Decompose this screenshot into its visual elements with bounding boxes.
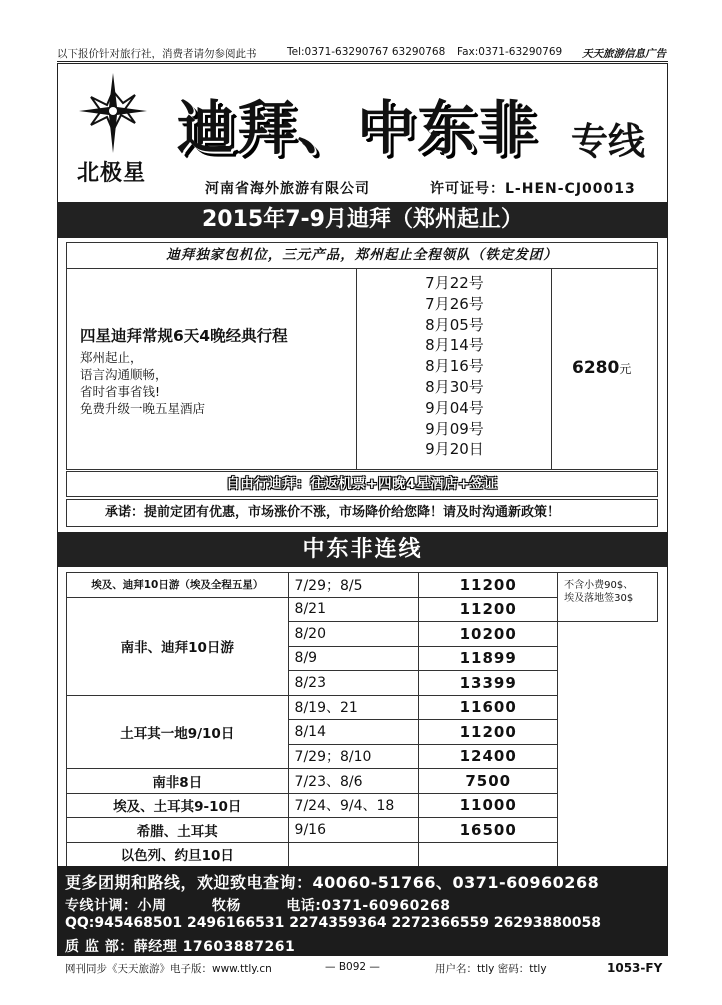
title-suffix: 专线 [571,120,645,163]
route-date: 7/29；8/10 [288,744,419,769]
table-row [67,818,658,843]
route-price: 7500 [419,769,558,794]
route-date: 8/9 [288,646,419,671]
price-unit: 元 [619,362,632,376]
route-price: 13399 [419,671,558,696]
route-name: 土耳其一地9/10日 [67,695,289,769]
route-date: 8/19、21 [288,695,419,720]
table-row [67,695,658,720]
departure-date: 8月16号 [425,357,484,376]
route-price: 11200 [419,597,558,622]
license-number: 许可证号：L-HEN-CJ00013 [430,181,636,197]
route-desc-line: 语言沟通顺畅， [80,367,168,382]
route-date: 7/29；8/5 [288,573,419,598]
supervisor-line: 质 监 部：薛经理 17603887261 [65,939,296,955]
route-price [419,842,558,867]
top-info-bar [57,44,668,62]
departure-date: 7月26号 [425,294,484,313]
route-price: 11200 [419,573,558,598]
free-travel-bar [66,471,658,497]
route-name: 以色列、约旦10日 [67,842,289,867]
login-info: 用户名：ttly 密码：ttly [435,963,547,975]
price-value: 6280 [572,358,620,378]
contact-label: 专线计调：小周 [65,898,167,914]
more-info-line: 更多团期和路线，欢迎致电查询：40060-51766、0371-60960268 [65,873,600,892]
departure-date: 7月22号 [425,274,484,292]
route-price: 11600 [419,695,558,720]
table-row [67,842,658,867]
top-fax: Fax:0371-63290769 [457,46,563,58]
departure-date: 8月30号 [425,377,484,396]
issue-code: 1053-FY [607,961,663,975]
route-desc-line: 免费升级一晚五星酒店 [80,401,206,416]
fee-note [558,573,658,622]
departure-date: 9月09号 [425,419,484,438]
main-title: 迪拜、中东非 [177,94,538,162]
route-name: 南非、迪拜10日游 [67,597,289,695]
polaris-star-icon [79,73,147,153]
route-date: 7/23、8/6 [288,769,419,794]
dubai-price [572,358,631,378]
mideast-price-table [66,572,658,867]
route-title: 四星迪拜常规6天4晚经典行程 [80,327,288,345]
ad-header [57,63,668,203]
note-line: 不含小费90$、 [564,580,634,591]
route-date: 8/21 [288,597,419,622]
dubai-route-table [66,269,658,470]
agency-notice: 以下报价针对旅行社，消费者请勿参阅此书 [57,48,257,60]
top-tel: Tel:0371-63290767 63290768 [287,46,446,58]
mideast-band-title: 中东非连线 [57,532,668,567]
route-price: 11899 [419,646,558,671]
company-name: 河南省海外旅游有限公司 [205,181,370,197]
route-date: 8/20 [288,622,419,647]
departure-date: 9月04号 [425,398,484,417]
route-date: 9/16 [288,818,419,843]
route-name: 南非8日 [67,769,289,794]
contact-phone: 电话:0371-60960268 [286,898,451,914]
sync-info: 网刊同步《天天旅游》电子版：www.ttly.cn [65,963,272,975]
contact-line [65,895,451,915]
route-price: 10200 [419,622,558,647]
route-price: 11000 [419,793,558,818]
contact-footer [57,866,668,956]
route-date: 8/14 [288,720,419,745]
route-desc-line: 郑州起止， [80,350,143,365]
top-brand: 天天旅游信息广告 [582,48,666,60]
route-price: 12400 [419,744,558,769]
route-date: 8/23 [288,671,419,696]
route-price: 16500 [419,818,558,843]
route-name: 埃及、土耳其9-10日 [67,793,289,818]
qq-line: QQ:945468501 2496166531 2274359364 2272366559 26293880058 [65,915,601,931]
dubai-slogan: 迪拜独家包机位，三元产品，郑州起止全程领队（铁定发团） [66,242,658,269]
promise-text: 承诺：提前定团有优惠，市场涨价不涨，市场降价给您降！请及时沟通新政策！ [66,499,658,527]
route-date [288,842,419,867]
note-line: 埃及落地签30$ [564,593,634,604]
logo-name: 北极星 [77,161,147,186]
departure-date: 9月20日 [425,440,484,459]
free-travel-text: 自由行迪拜：往返机票+四晚4星酒店+签证 [226,476,498,492]
table-row [67,769,658,794]
dubai-band-title: 2015年7-9月迪拜（郑州起止） [57,202,668,238]
route-date: 7/24、9/4、18 [288,793,419,818]
bottom-info-bar [57,958,668,976]
contact-name2: 牧杨 [211,898,241,914]
route-price: 11200 [419,720,558,745]
table-row [67,573,658,598]
route-name: 埃及、迪拜10日游（埃及全程五星） [67,573,289,598]
departure-dates [357,273,552,460]
departure-date: 8月14号 [425,336,484,355]
page-number: — B092 — [325,961,380,973]
route-desc-line: 省时省事省钱! [80,384,161,399]
route-name: 希腊、土耳其 [67,818,289,843]
departure-date: 8月05号 [425,315,484,334]
table-row [67,793,658,818]
